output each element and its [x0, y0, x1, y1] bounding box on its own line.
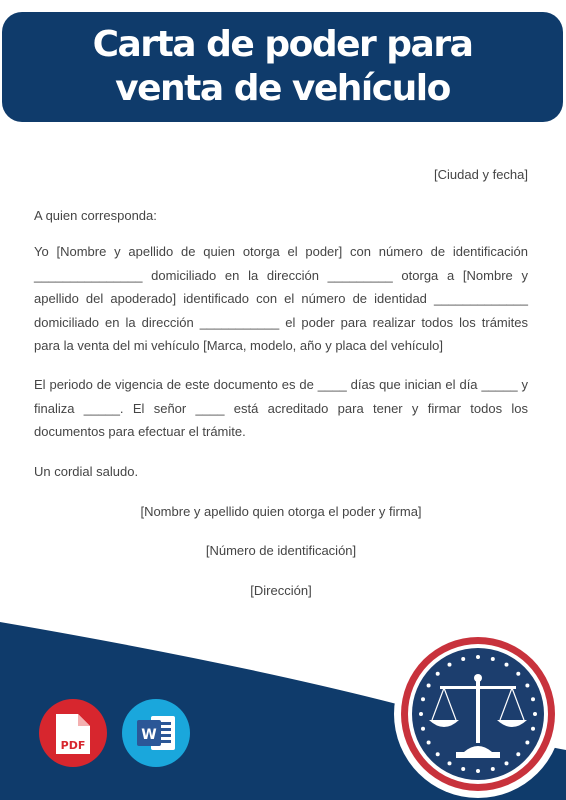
date-placeholder: [Ciudad y fecha]: [434, 167, 528, 182]
greeting: A quien corresponda:: [34, 208, 157, 223]
scales-of-justice-icon: [392, 628, 564, 800]
pdf-label: PDF: [60, 739, 86, 752]
signature-id: [Número de identificación]: [205, 543, 357, 558]
signature-name: [Nombre y apellido quien otorga el poder y firma]: [140, 504, 422, 519]
body-paragraph-1: Yo [Nombre y apellido de quien otorga el poder] con número de identificación _______________ domiciliado en la dirección _________ otorga a [Nombre y apellido del apoderado] identificado con el número de identidad _____________ domiciliado en la dirección ___________ el poder para realizar todos los trámites para la venta del mi vehículo [Marca, modelo, año y placa del vehículo]: [34, 244, 528, 353]
signature-address: [Dirección]: [250, 583, 312, 598]
closing-line: Un cordial saludo.: [34, 464, 139, 479]
title-line-1: Carta de poder para: [92, 24, 473, 65]
title-banner: [2, 12, 563, 122]
body-paragraph-2: El periodo de vigencia de este documento es de ____ días que inician el día _____ y finaliza _____. El señor ____ está acreditado para tener y firmar todos los documentos para efectuar el trámite.: [34, 377, 528, 439]
word-file-icon[interactable]: [121, 698, 191, 768]
word-label: W: [141, 727, 157, 743]
title-line-2: venta de vehículo: [115, 68, 450, 109]
pdf-file-icon[interactable]: [38, 698, 108, 768]
